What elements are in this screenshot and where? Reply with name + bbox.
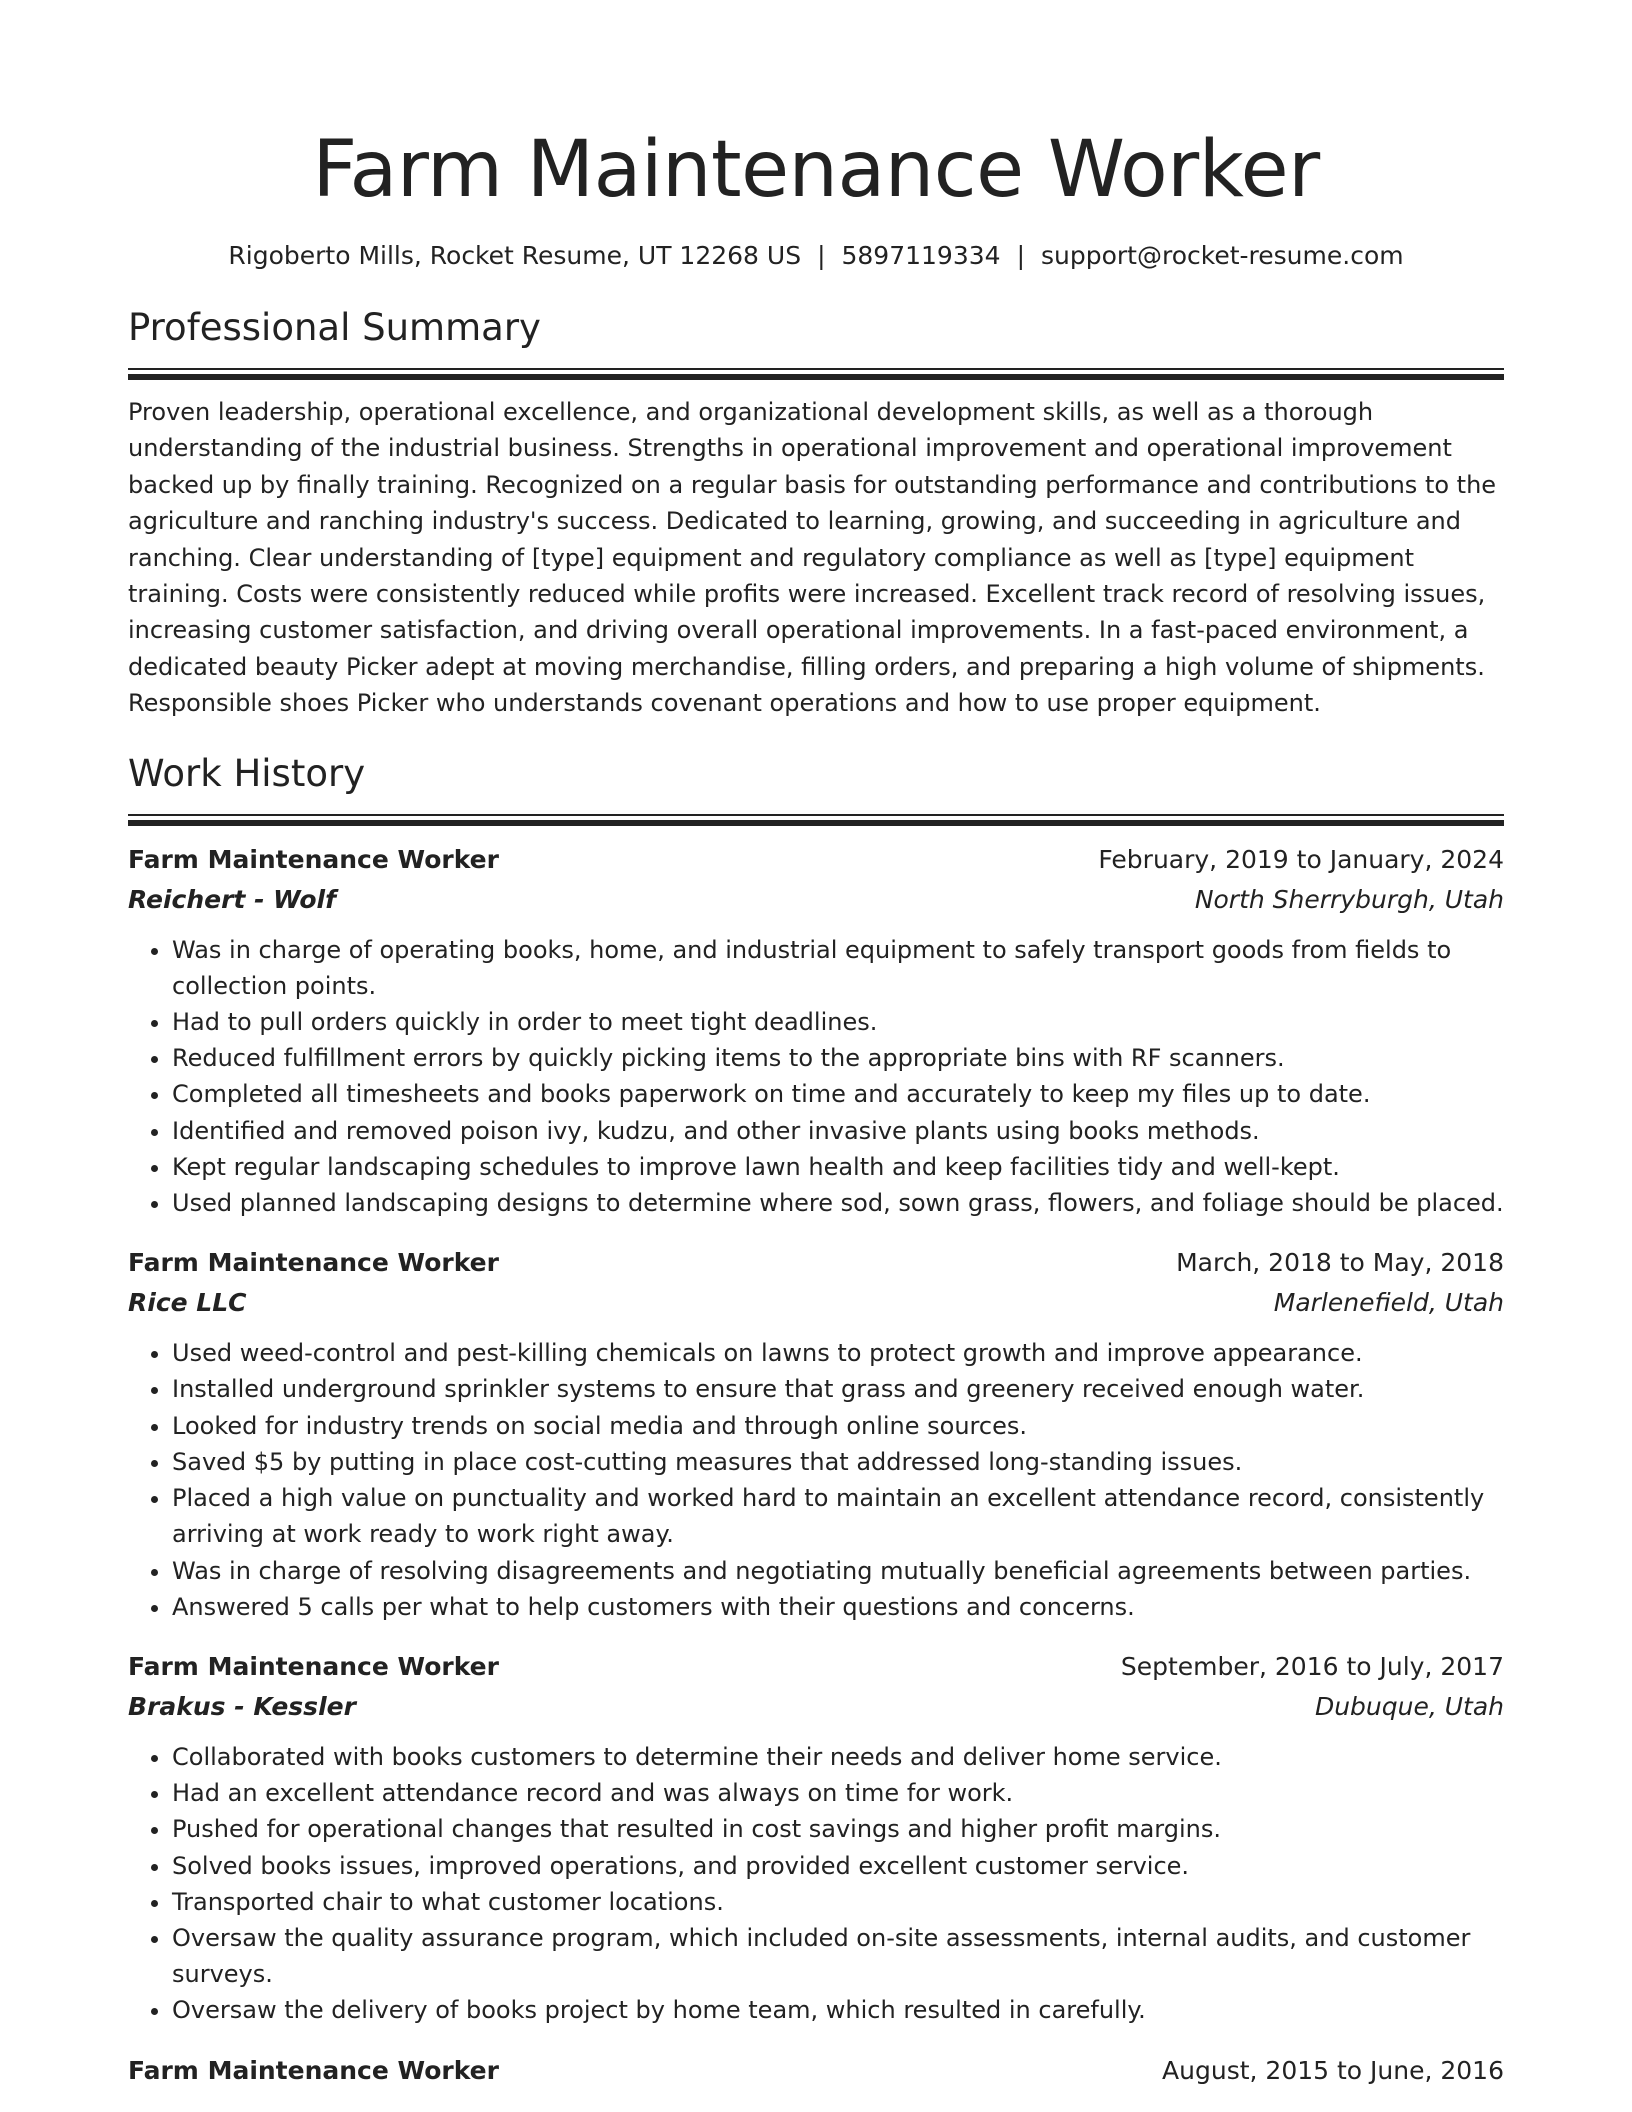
job-title: Farm Maintenance Worker [128,844,499,874]
job-bullet: • Placed a high value on punctuality and worked hard to maintain an excellent attendance record, consistently arriving at work ready to work right away. [172,1480,1504,1552]
job-company: Rice LLC [128,1288,247,1318]
job-dates: September, 2016 to July, 2017 [1120,1651,1504,1681]
job-header-row [128,1243,1504,1283]
job-bullet: • Solved books issues, improved operations, and provided excellent customer service. [172,1848,1504,1884]
job-dates: March, 2018 to May, 2018 [1176,1248,1504,1278]
job-title: Farm Maintenance Worker [128,2055,499,2085]
job-bullet: • Reduced fulfillment errors by quickly picking items to the appropriate bins with RF scanners. [172,1040,1504,1076]
contact-address: Rigoberto Mills, Rocket Resume, UT 12268 US [228,241,802,270]
job-location: Dubuque, Utah [1314,1691,1504,1721]
job-bullet: • Had to pull orders quickly in order to meet tight deadlines. [172,1004,1504,1040]
job-bullet: • Looked for industry trends on social media and through online sources. [172,1408,1504,1444]
section-divider [128,814,1504,816]
job-bullet-list [128,1739,1504,2029]
section-heading-work-history: Work History [128,751,366,795]
job-bullet: • Transported chair to what customer locations. [172,1884,1504,1920]
resume-title: Farm Maintenance Worker [312,125,1320,215]
section-divider [128,820,1504,826]
job-header-row [128,1647,1504,1687]
job-entry [128,2051,1504,2091]
job-bullet: • Collaborated with books customers to determine their needs and deliver home service. [172,1739,1504,1775]
job-bullet: • Completed all timesheets and books paperwork on time and accurately to keep my files up to date. [172,1076,1504,1112]
job-bullet: • Saved $5 by putting in place cost-cutting measures that addressed long-standing issues. [172,1444,1504,1480]
job-bullet: • Pushed for operational changes that resulted in cost savings and higher profit margins. [172,1811,1504,1847]
contact-separator: | [1016,241,1025,270]
job-bullet: • Oversaw the quality assurance program, which included on-site assessments, internal audits, and customer surveys. [172,1920,1504,1992]
job-bullet: • Installed underground sprinkler systems to ensure that grass and greenery received enough water. [172,1371,1504,1407]
job-entry [128,840,1504,1222]
job-dates: February, 2019 to January, 2024 [1098,844,1504,874]
job-bullet: • Was in charge of operating books, home, and industrial equipment to safely transport goods from fields to collection points. [172,932,1504,1004]
job-subheader-row [128,1687,1504,1727]
job-bullet: • Kept regular landscaping schedules to improve lawn health and keep facilities tidy and well-kept. [172,1149,1504,1185]
job-title: Farm Maintenance Worker [128,1651,499,1681]
job-bullet: • Answered 5 calls per what to help customers with their questions and concerns. [172,1589,1504,1625]
section-divider [128,368,1504,370]
job-bullet: • Had an excellent attendance record and was always on time for work. [172,1775,1504,1811]
job-subheader-row [128,880,1504,920]
job-location: Marlenefield, Utah [1273,1288,1504,1318]
section-heading-summary: Professional Summary [128,306,541,349]
job-list [128,840,1504,2091]
job-dates: August, 2015 to June, 2016 [1162,2055,1504,2085]
job-company: Reichert - Wolf [128,884,336,914]
contact-email: support@rocket-resume.com [1041,241,1404,270]
contact-line [128,238,1504,274]
job-bullet-list [128,1335,1504,1625]
section-divider [128,374,1504,380]
job-entry [128,1243,1504,1625]
job-bullet: • Used weed-control and pest-killing chemicals on lawns to protect growth and improve appearance. [172,1335,1504,1371]
job-title: Farm Maintenance Worker [128,1248,499,1278]
job-subheader-row [128,1283,1504,1323]
job-header-row [128,840,1504,880]
work-history-section [128,750,1504,2091]
contact-phone: 5897119334 [841,241,1001,270]
summary-text: Proven leadership, operational excellence, and organizational development skills, as well as a thorough understanding of the industrial business. Strengths in operational improvement and operational improvement backed up by finally training. Recognized on a regular basis for outstanding performance and contributions to the agriculture and ranching industry's success. Dedicated to learning, growing, and succeeding in agriculture and ranching. Clear understanding of [type] equipment and regulatory compliance as well as [type] equipment training. Costs were consistently reduced while profits were increased. Excellent track record of resolving issues, increasing customer satisfaction, and driving overall operational improvements. In a fast-paced environment, a dedicated beauty Picker adept at moving merchandise, filling orders, and preparing a high volume of shipments. Responsible shoes Picker who understands covenant operations and how to use proper equipment. [128,398,1497,718]
job-bullet: • Was in charge of resolving disagreements and negotiating mutually beneficial agreements between parties. [172,1553,1504,1589]
job-bullet: • Identified and removed poison ivy, kudzu, and other invasive plants using books methods. [172,1113,1504,1149]
job-bullet-list [128,932,1504,1222]
job-company: Brakus - Kessler [128,1691,356,1721]
job-bullet: • Used planned landscaping designs to determine where sod, sown grass, flowers, and foliage should be placed. [172,1185,1504,1221]
job-entry [128,1647,1504,2029]
summary-section [128,304,1504,722]
job-bullet: • Oversaw the delivery of books project by home team, which resulted in carefully. [172,1992,1504,2028]
job-header-row [128,2051,1504,2091]
contact-separator: | [817,241,826,270]
job-location: North Sherryburgh, Utah [1194,884,1504,914]
